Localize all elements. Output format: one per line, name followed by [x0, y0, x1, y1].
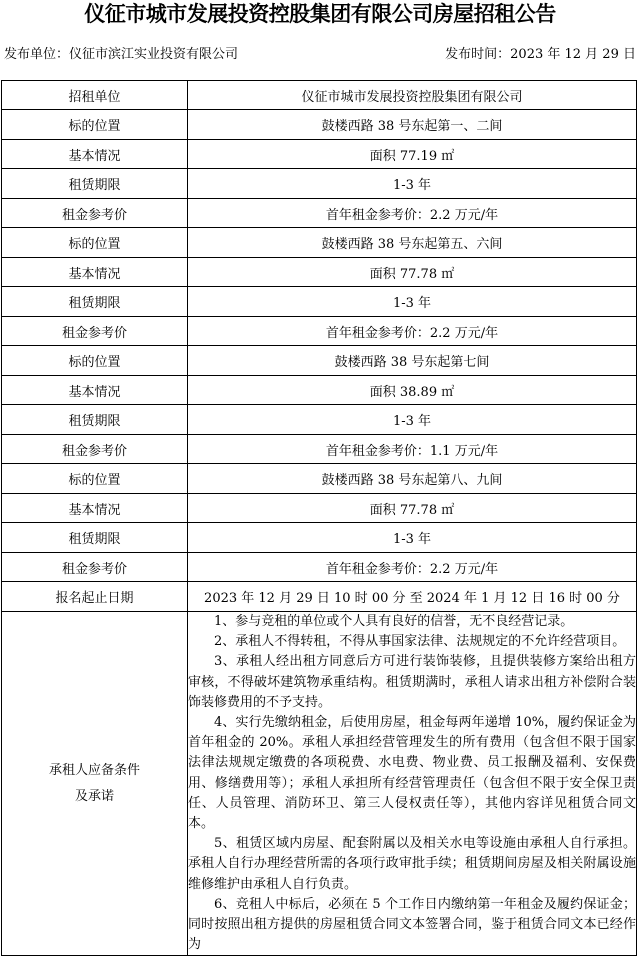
terms-item: 5、租赁区域内房屋、配套附属以及相关水电等设施由承租人自行承担。承租人自行办理经营所需的各项行政审批手续；租赁期间房屋及相关附属设施维修维护由承租人自行负责。	[188, 836, 636, 892]
table-row	[2, 169, 637, 199]
row-label: 租金参考价	[2, 317, 188, 346]
publisher-name: 仪征市滨江实业投资有限公司	[69, 47, 239, 62]
table-row	[2, 523, 637, 553]
row-value: 面积 77.78 ㎡	[188, 494, 637, 523]
publisher	[4, 43, 238, 67]
rental-table	[1, 80, 637, 956]
row-value: 1-3 年	[188, 405, 637, 435]
row-label: 标的位置	[2, 464, 188, 494]
table-row	[2, 435, 637, 464]
row-value: 面积 77.78 ㎡	[188, 258, 637, 287]
table-row	[2, 346, 637, 376]
row-label: 基本情况	[2, 258, 188, 287]
row-label: 基本情况	[2, 494, 188, 523]
row-value: 鼓楼西路 38 号东起第八、九间	[188, 464, 637, 494]
publisher-label: 发布单位：	[4, 47, 70, 62]
row-value: 1-3 年	[188, 287, 637, 317]
table-row	[2, 81, 637, 110]
row-value: 2023 年 12 月 29 日 10 时 00 分 至 2024 年 1 月 12 日 16 时 00 分	[188, 582, 637, 612]
row-value: 仪征市城市发展投资控股集团有限公司	[188, 81, 637, 110]
row-value: 面积 77.19 ㎡	[188, 140, 637, 169]
row-label: 租赁期限	[2, 169, 188, 199]
date-value: 2023 年 12 月 29 日	[510, 47, 636, 62]
row-value: 1-3 年	[188, 523, 637, 553]
row-label: 租金参考价	[2, 435, 188, 464]
table-row	[2, 228, 637, 258]
row-value: 首年租金参考价：1.1 万元/年	[188, 435, 637, 464]
table-row	[2, 287, 637, 317]
terms-row	[2, 612, 637, 956]
table-row	[2, 199, 637, 228]
row-label: 租赁期限	[2, 287, 188, 317]
row-label: 报名起止日期	[2, 582, 188, 612]
row-label: 标的位置	[2, 110, 188, 140]
row-label: 租赁期限	[2, 523, 188, 553]
terms-item: 1、参与竞租的单位或个人具有良好的信誉，无不良经营记录。	[214, 614, 574, 629]
date-label: 发布时间：	[445, 47, 511, 62]
table-row	[2, 258, 637, 287]
terms-item: 2、承租人不得转租，不得从事国家法律、法规规定的不允许经营项目。	[214, 634, 626, 650]
row-label: 标的位置	[2, 228, 188, 258]
row-label: 基本情况	[2, 140, 188, 169]
terms-item: 3、承租人经出租方同意后方可进行装饰装修，且提供装修方案给出租方审核，不得破坏建筑物承重结构。租赁期满时，承租人请求出租方补偿附合装饰装修费用的不予支持。	[188, 654, 636, 710]
row-label: 招租单位	[2, 81, 188, 110]
table-row	[2, 464, 637, 494]
terms-label-line: 及承诺	[74, 788, 114, 804]
row-label: 租赁期限	[2, 405, 188, 435]
row-value: 鼓楼西路 38 号东起第五、六间	[188, 228, 637, 258]
publish-info	[0, 43, 640, 67]
row-value: 1-3 年	[188, 169, 637, 199]
row-value: 鼓楼西路 38 号东起第一、二间	[188, 110, 637, 140]
terms-content	[188, 612, 637, 956]
terms-label	[2, 612, 188, 956]
table-row	[2, 376, 637, 405]
table-row	[2, 317, 637, 346]
row-label: 租金参考价	[2, 553, 188, 582]
table-row	[2, 110, 637, 140]
table-row	[2, 582, 637, 612]
terms-item: 4、实行先缴纳租金，后使用房屋，租金每两年递增 10%，履约保证金为首年租金的 20%。承租人承担经营管理发生的所有费用（包含但不限于国家法律法规规定缴费的各项税费、水电费、物业费、员工报酬及福利、安保费用、修缮费用等）；承租人承担所有经营管理责任（包含但不限于安全保卫责任、人员管理、消防环卫、第三人侵权责任等），其他内容详见租赁合同文本。	[188, 715, 636, 832]
table-row	[2, 553, 637, 582]
row-value: 面积 38.89 ㎡	[188, 376, 637, 405]
page-title: 仪征市城市发展投资控股集团有限公司房屋招租公告	[84, 2, 556, 26]
row-value: 首年租金参考价：2.2 万元/年	[188, 199, 637, 228]
terms-label-line: 承租人应备条件	[48, 762, 140, 778]
table-row	[2, 140, 637, 169]
row-label: 租金参考价	[2, 199, 188, 228]
row-value: 首年租金参考价：2.2 万元/年	[188, 553, 637, 582]
table-row	[2, 405, 637, 435]
row-label: 标的位置	[2, 346, 188, 376]
table-row	[2, 494, 637, 523]
publish-date	[445, 43, 636, 67]
row-label: 基本情况	[2, 376, 188, 405]
terms-item: 6、竞租人中标后，必须在 5 个工作日内缴纳第一年租金及履约保证金；同时按照出租方提供的房屋租赁合同文本签署合同，鉴于租赁合同文本已经作为	[188, 896, 636, 953]
row-value: 鼓楼西路 38 号东起第七间	[188, 346, 637, 376]
row-value: 首年租金参考价：2.2 万元/年	[188, 317, 637, 346]
